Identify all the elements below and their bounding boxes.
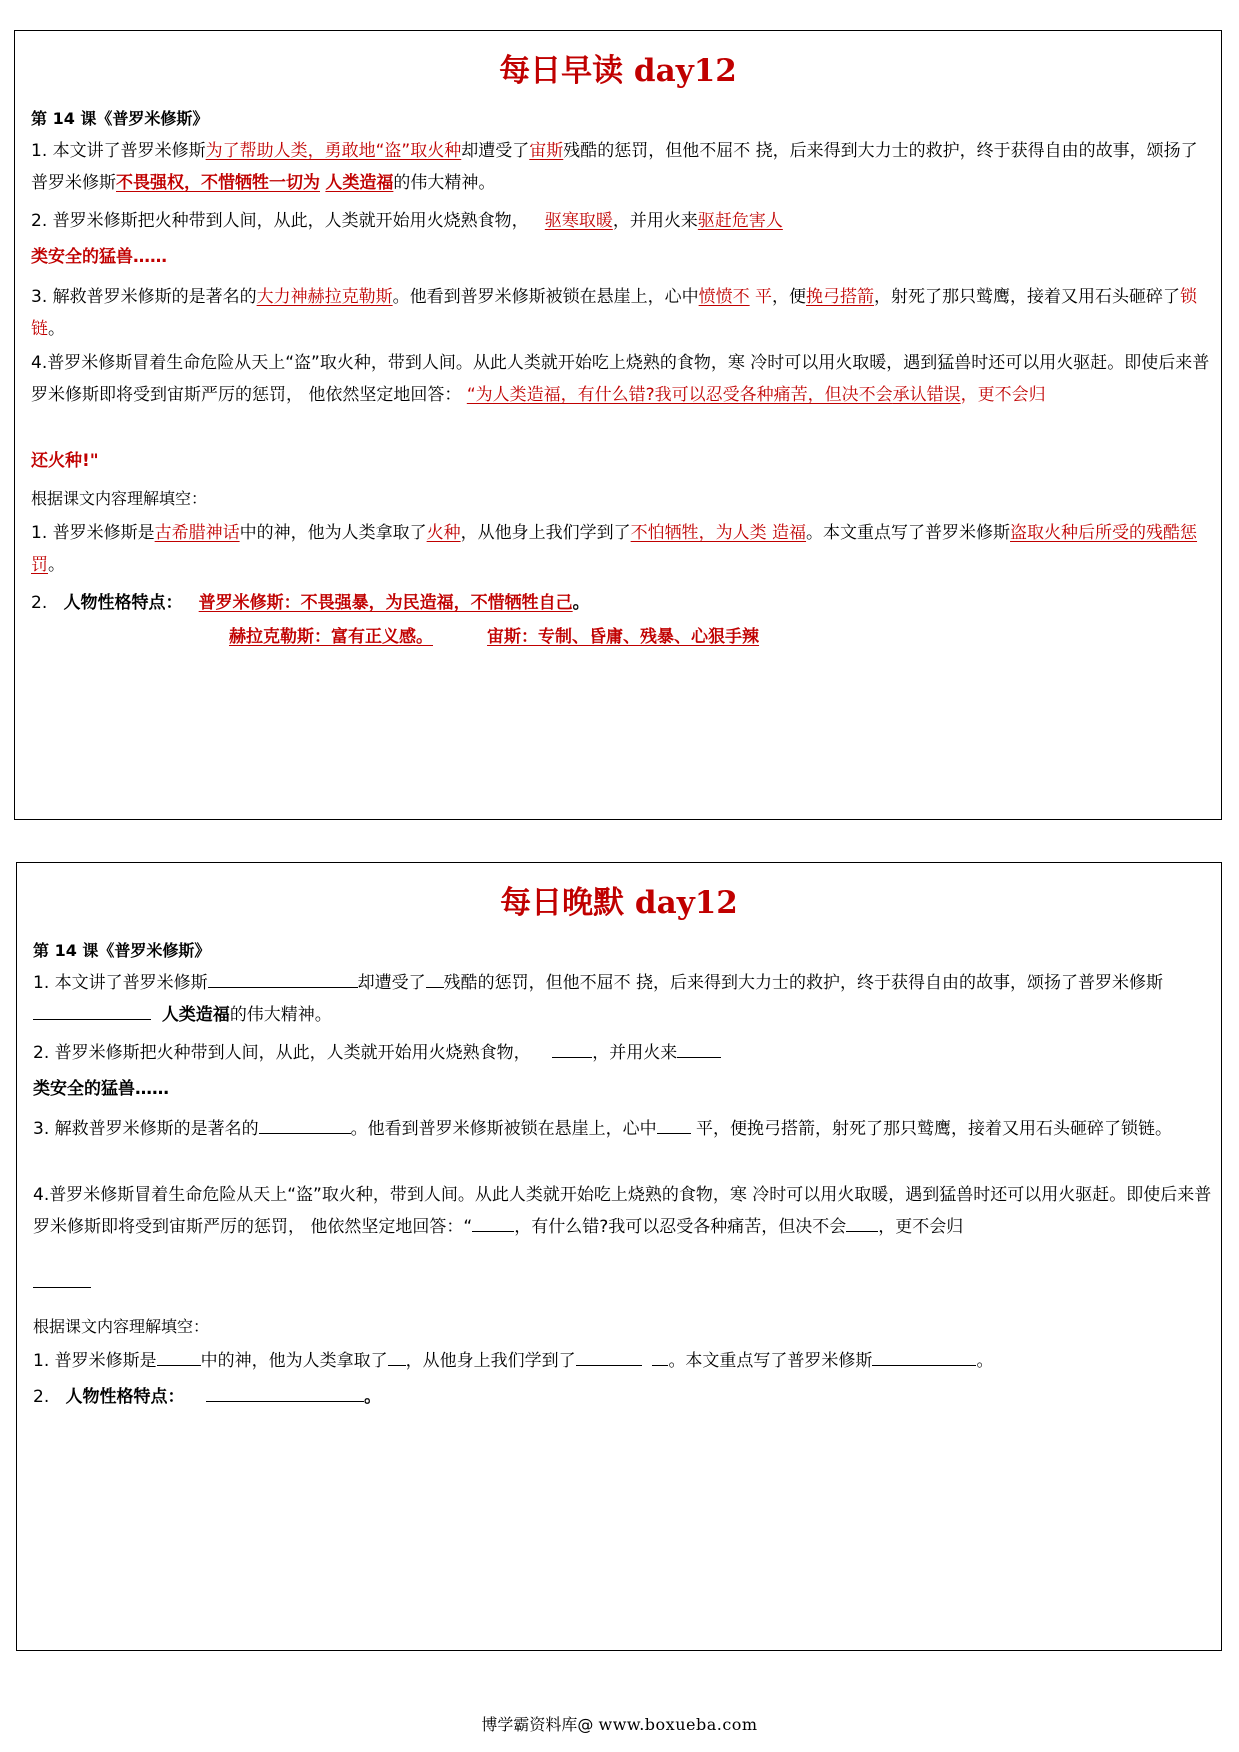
blank[interactable] [872, 1345, 976, 1366]
blank[interactable] [157, 1345, 201, 1366]
text: 平，便挽弓搭箭，射死了那只鹫鹰，接着又用石头砸碎了锁链。 [696, 1119, 1173, 1139]
answer: 不怕牺牲，为人类 造福 [630, 523, 807, 543]
label: 人物性格特点： [63, 593, 183, 613]
evening-question-2 [33, 1381, 1213, 1413]
evening-paragraph-1 [33, 967, 1213, 1031]
blank[interactable] [259, 1113, 351, 1134]
morning-paragraph-2 [31, 205, 1211, 237]
morning-paragraph-3 [31, 281, 1211, 345]
morning-lesson-heading: 第 14 课《普罗米修斯》 [31, 109, 209, 128]
evening-dictation-card [16, 862, 1222, 1651]
text: 。 [48, 555, 65, 575]
text: 人类造福 [161, 1005, 230, 1025]
morning-fill-title: 根据课文内容理解填空： [31, 489, 208, 508]
answer: 大力神赫拉克勒斯 [256, 287, 393, 307]
text: 。他看到普罗米修斯被锁在悬崖上，心中 [392, 287, 699, 307]
text: 。 [364, 1387, 382, 1407]
text: 残酷的惩罚，但他不屈不 挠，后来得到大力士的救护，终于获得自由的故事，颂扬了普罗米修斯 [31, 141, 1198, 193]
label: 人物性格特点： [65, 1387, 185, 1407]
answer: 盗取火种后所受的残酷惩罚 [31, 523, 1198, 575]
text: ，并用火来 [612, 211, 698, 231]
evening-title: 每日晚默 day12 [500, 885, 738, 921]
answer: 不畏强权，不惜牺牲一切为 [116, 173, 320, 193]
text: 残酷的惩罚，但他不屈不 挠，后来得到大力士的救护，终于获得自由的故事，颂扬了普罗米修斯 [443, 973, 1164, 993]
answer: 火种 [426, 523, 461, 543]
text: 却遭受了 [357, 973, 426, 993]
blank[interactable] [33, 999, 151, 1020]
answer: 平 [755, 287, 773, 307]
text: 。 [572, 593, 590, 613]
morning-paragraph-2-cont: 类安全的猛兽…… [31, 247, 167, 267]
evening-paragraph-4 [33, 1179, 1213, 1243]
text: 。本文重点写了普罗米修斯 [806, 523, 1011, 543]
answer: ，更不会归 [960, 385, 1046, 405]
evening-lesson-heading: 第 14 课《普罗米修斯》 [33, 941, 211, 960]
evening-fill-title: 根据课文内容理解填空： [33, 1317, 210, 1336]
text: ，便 [772, 287, 807, 307]
morning-question-1 [31, 517, 1211, 581]
blank[interactable] [552, 1037, 592, 1058]
text: ，从他身上我们学到了 [460, 523, 631, 543]
text: ，并用火来 [592, 1043, 678, 1063]
blank[interactable] [426, 967, 444, 988]
text: ，更不会归 [878, 1217, 964, 1237]
text: 中的神，他为人类拿取了 [239, 523, 427, 543]
answer: 普罗米修斯：不畏强暴，为民造福，不惜牺牲自己 [198, 593, 573, 613]
answer: 挽弓搭箭 [806, 287, 875, 307]
morning-paragraph-4-cont: 还火种!" [31, 451, 99, 471]
answer: 宙斯 [529, 141, 564, 161]
blank[interactable] [33, 1267, 91, 1288]
text: 。 [48, 319, 65, 339]
morning-title: 每日早读 day12 [499, 53, 737, 89]
text: ，从他身上我们学到了 [405, 1351, 576, 1371]
text: 的伟大精神。 [229, 1005, 332, 1025]
answer: 赫拉克勒斯：富有正义感。 [229, 627, 433, 647]
answer: 驱赶危害人 [697, 211, 783, 231]
footer-watermark [0, 1712, 1239, 1735]
blank[interactable] [846, 1211, 878, 1232]
text: 4.普罗米修斯冒着生命危险从天上“盗”取火种，带到人间。从此人类就开始吃上烧熟的食物，寒 冷时可以用火取暖，遇到猛兽时还可以用火驱赶。即使后来普罗米修斯即将受到宙斯严厉的惩罚， 他依然坚定地回答： [31, 353, 1210, 405]
text: 3. 解救普罗米修斯的是著名的 [33, 1119, 259, 1139]
text: ，有什么错?我可以忍受各种痛苦，但决不会 [514, 1217, 847, 1237]
evening-question-1 [33, 1345, 1213, 1377]
footer-site: 博学霸资料库@ [481, 1715, 594, 1734]
morning-paragraph-1 [31, 135, 1211, 199]
answer: “为人类造福，有什么错?我可以忍受各种痛苦，但决不会 [466, 385, 893, 405]
blank[interactable] [576, 1345, 642, 1366]
text: 。他看到普罗米修斯被锁在悬崖上，心中 [350, 1119, 657, 1139]
text: 的伟大精神。 [393, 173, 496, 193]
evening-paragraph-2-cont: 类安全的猛兽…… [33, 1079, 169, 1099]
answer: 古希腊神话 [154, 523, 240, 543]
answer: 人类造福 [325, 173, 394, 193]
answer: 为了帮助人类，勇敢地“盗”取火种 [205, 141, 462, 161]
text: 1. 本文讲了普罗米修斯 [31, 141, 206, 161]
blank[interactable] [657, 1113, 691, 1134]
text: 2. [31, 593, 48, 613]
text: 1. 普罗米修斯是 [33, 1351, 157, 1371]
text: 却遭受了 [461, 141, 530, 161]
text: 3. 解救普罗米修斯的是著名的 [31, 287, 257, 307]
text: 2. [33, 1387, 50, 1407]
answer: 承认错误 [892, 385, 961, 405]
morning-question-2 [31, 587, 1211, 619]
answer: 愤愤不 [698, 287, 750, 307]
morning-paragraph-4 [31, 347, 1211, 411]
evening-paragraph-2 [33, 1037, 1213, 1069]
answer: 锁链 [31, 287, 1198, 339]
text: 。本文重点写了普罗米修斯 [668, 1351, 873, 1371]
morning-question-2-cont [229, 621, 1129, 653]
answer: 宙斯：专制、昏庸、残暴、心狠手辣 [487, 627, 760, 647]
blank[interactable] [652, 1345, 668, 1366]
text: 2. 普罗米修斯把火种带到人间，从此，人类就开始用火烧熟食物， [31, 211, 529, 231]
blank[interactable] [677, 1037, 721, 1058]
text: 1. 普罗米修斯是 [31, 523, 155, 543]
text: ，射死了那只鹫鹰，接着又用石头砸碎了 [874, 287, 1181, 307]
answer: 驱寒取暖 [544, 211, 613, 231]
footer-url[interactable]: www.boxueba.com [598, 1715, 758, 1734]
text: 。 [976, 1351, 994, 1371]
evening-paragraph-3 [33, 1113, 1213, 1145]
blank[interactable] [208, 967, 358, 988]
text: 4.普罗米修斯冒着生命危险从天上“盗”取火种，带到人间。从此人类就开始吃上烧熟的食物，寒 冷时可以用火取暖，遇到猛兽时还可以用火驱赶。即使后来普罗米修斯即将受到宙斯严厉的惩罚， 他依然坚定地回答：“ [33, 1185, 1212, 1237]
text: 中的神，他为人类拿取了 [200, 1351, 388, 1371]
text: 2. 普罗米修斯把火种带到人间，从此，人类就开始用火烧熟食物， [33, 1043, 531, 1063]
blank[interactable] [388, 1345, 406, 1366]
text: 1. 本文讲了普罗米修斯 [33, 973, 208, 993]
blank[interactable] [206, 1381, 364, 1402]
morning-reading-card [14, 30, 1222, 820]
blank[interactable] [472, 1211, 514, 1232]
